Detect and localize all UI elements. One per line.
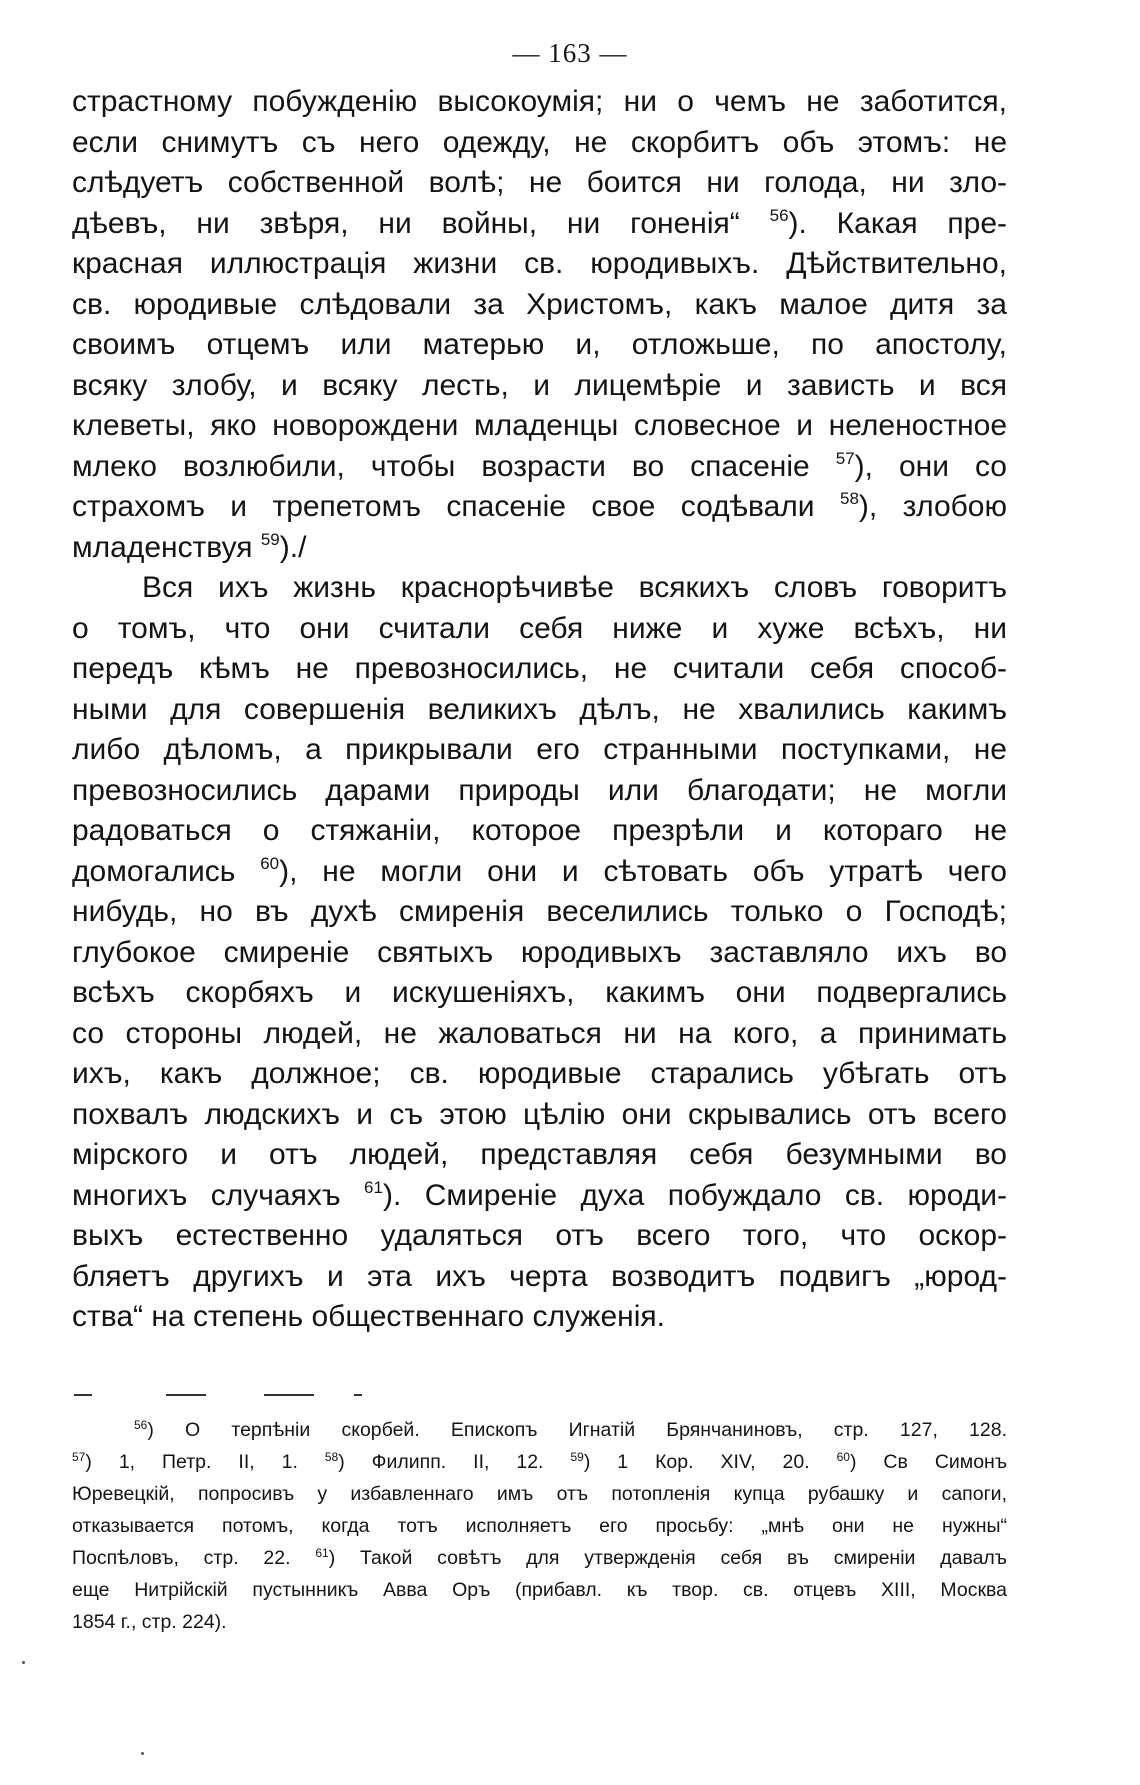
main-text	[72, 82, 1007, 1338]
text-line: слѣдуетъ собственной волѣ; не боится ни голода, ни зло-	[72, 166, 1007, 199]
text-line: всяку злобу, и всяку лесть, и лицемѣріе и зависть и вся	[72, 368, 1007, 402]
text-line: либо дѣломъ, а прикрывали его странными поступками, не	[72, 733, 1007, 766]
text-line: ными для совершенія великихъ дѣлъ, не хвалились какимъ	[72, 692, 1007, 726]
footnote-line	[72, 1542, 1007, 1574]
footnote-line: еще Нитрійскій пустынникъ Авва Оръ (прибавл. къ твор. св. отцевъ XIII, Москва	[72, 1579, 1007, 1601]
footnote-line	[72, 1446, 1007, 1478]
footnote-line: Юревецкій, попросивъ у избавленнаго имъ отъ потопленія купца рубашку и сапоги,	[72, 1483, 1007, 1505]
text-line	[72, 204, 1007, 245]
footnote-ref-60[interactable]: 60	[260, 853, 280, 873]
text-line: ихъ, какъ должное; св. юродивые старались убѣгать отъ	[72, 1057, 1007, 1090]
text-line: нибудь, но въ духѣ смиренія веселились только о Господѣ;	[72, 895, 1007, 928]
footnote-text: ) 1, Петр. II, 1.	[85, 1451, 298, 1473]
footnote-number-60: 60	[836, 1450, 850, 1464]
footnote-ref-58[interactable]: 58	[840, 489, 859, 508]
footnote-text: ) Св Симонъ	[849, 1451, 1008, 1473]
footnote-number-58: 58	[324, 1450, 339, 1464]
text-segment: младенствуя	[72, 530, 253, 564]
text-segment: ). Какая пре-	[788, 206, 1007, 240]
footnote-line: 1854 г., стр. 224).	[72, 1611, 227, 1633]
paragraph-1	[72, 82, 1007, 568]
footnote-ref-59[interactable]: 59	[260, 529, 280, 549]
text-segment: млеко возлюбили, чтобы возрасти во спасеніе	[72, 449, 810, 483]
text-line: глубокое смиреніе святыхъ юродивыхъ заставляло ихъ во	[72, 935, 1007, 969]
footnote-separator	[74, 1394, 374, 1398]
footnote-ref-61[interactable]: 61	[364, 1177, 383, 1197]
text-segment: страхомъ и трепетомъ спасеніе свое содѣвали	[72, 490, 815, 523]
footnote-number-56: 56	[134, 1418, 148, 1432]
text-line: выхъ естественно удаляться отъ всего того, что оскор-	[72, 1219, 1007, 1252]
page-number: — 163 —	[512, 38, 628, 68]
text-line: если снимутъ съ него одежду, не скорбитъ объ этомъ: не	[72, 125, 1007, 159]
text-line: со стороны людей, не жаловаться ни на кого, а принимать	[72, 1016, 1007, 1050]
footnote-text: ) Такой совѣтъ для утвержденія себя въ смиреніи давалъ	[328, 1547, 1007, 1569]
paragraph-2	[72, 568, 1007, 1338]
text-line: бляетъ другихъ и эта ихъ черта возводитъ подвигъ „юрод-	[72, 1259, 1007, 1293]
text-line	[72, 528, 1007, 569]
text-line: страстному побужденію высокоумія; ни о чемъ не заботится,	[72, 85, 1007, 118]
text-segment: ). Смиреніе духа побуждало св. юроди-	[382, 1178, 1008, 1212]
text-line: ства“ на степень общественнаго служенія.	[72, 1300, 665, 1333]
text-line: мірского и отъ людей, представляя себя безумными во	[72, 1138, 1007, 1171]
footnotes	[72, 1414, 1007, 1638]
scan-speck	[22, 1661, 25, 1664]
scan-speck	[141, 1752, 144, 1755]
text-segment: ), не могли они и сѣтовать объ утратѣ чего	[279, 854, 1007, 888]
text-line: похвалъ людскихъ и съ этою цѣлію они скрывались отъ всего	[72, 1097, 1007, 1131]
footnote-text: ) 1 Кор. XIV, 20.	[583, 1451, 810, 1473]
footnote-number-59: 59	[570, 1450, 584, 1464]
footnote-number-61: 61	[315, 1546, 329, 1560]
text-segment: ).	[279, 530, 299, 564]
text-line: радоваться о стяжаніи, которое презрѣли и котораго не	[72, 814, 1007, 847]
text-line: клеветы, яко новорождени младенцы словесное и неленостное	[72, 409, 1007, 442]
text-line: своимъ отцемъ или матерью и, отложьше, по апостолу,	[72, 328, 1007, 361]
text-line: всѣхъ скорбяхъ и искушеніяхъ, какимъ они подвергались	[72, 976, 1007, 1009]
text-line: превозносились дарами природы или благодати; не могли	[72, 773, 1007, 807]
text-segment: ), злобою	[858, 490, 1007, 523]
text-segment: ), они со	[854, 449, 1007, 483]
text-line	[72, 1176, 1007, 1217]
footnote-number-57: 57	[72, 1450, 86, 1464]
footnote-text: ) Филипп. II, 12.	[338, 1451, 544, 1473]
text-line: красная иллюстрація жизни св. юродивыхъ. Дѣйствительно,	[72, 247, 1007, 280]
text-segment: многихъ случаяхъ	[72, 1178, 341, 1212]
footnote-line: отказывается потомъ, когда тотъ исполняетъ его просьбу: „мнѣ они не нужны“	[72, 1515, 1007, 1537]
text-line	[72, 487, 1007, 528]
footnote-line	[72, 1414, 1007, 1446]
text-line	[72, 447, 1007, 488]
footnote-text: Поспѣловъ, стр. 22.	[72, 1547, 291, 1569]
text-line: св. юродивые слѣдовали за Христомъ, какъ малое дитя за	[72, 287, 1007, 321]
text-line: передъ кѣмъ не превозносились, не считали себя способ-	[72, 652, 1007, 685]
text-line	[72, 852, 1007, 893]
footnote-ref-57[interactable]: 57	[835, 448, 855, 468]
text-line: о томъ, что они считали себя ниже и хуже всѣхъ, ни	[72, 611, 1007, 645]
handwritten-mark: /	[298, 530, 303, 564]
footnote-ref-56[interactable]: 56	[769, 205, 789, 225]
text-line: Вся ихъ жизнь краснорѣчивѣе всякихъ словъ говоритъ	[142, 571, 1007, 604]
text-segment: домогались	[72, 854, 236, 888]
footnote-text: ) О терпѣніи скорбей. Епископъ Игнатій Брянчаниновъ, стр. 127, 128.	[147, 1419, 1007, 1441]
text-segment: дѣевъ, ни звѣря, ни войны, ни гоненія“	[72, 206, 740, 240]
